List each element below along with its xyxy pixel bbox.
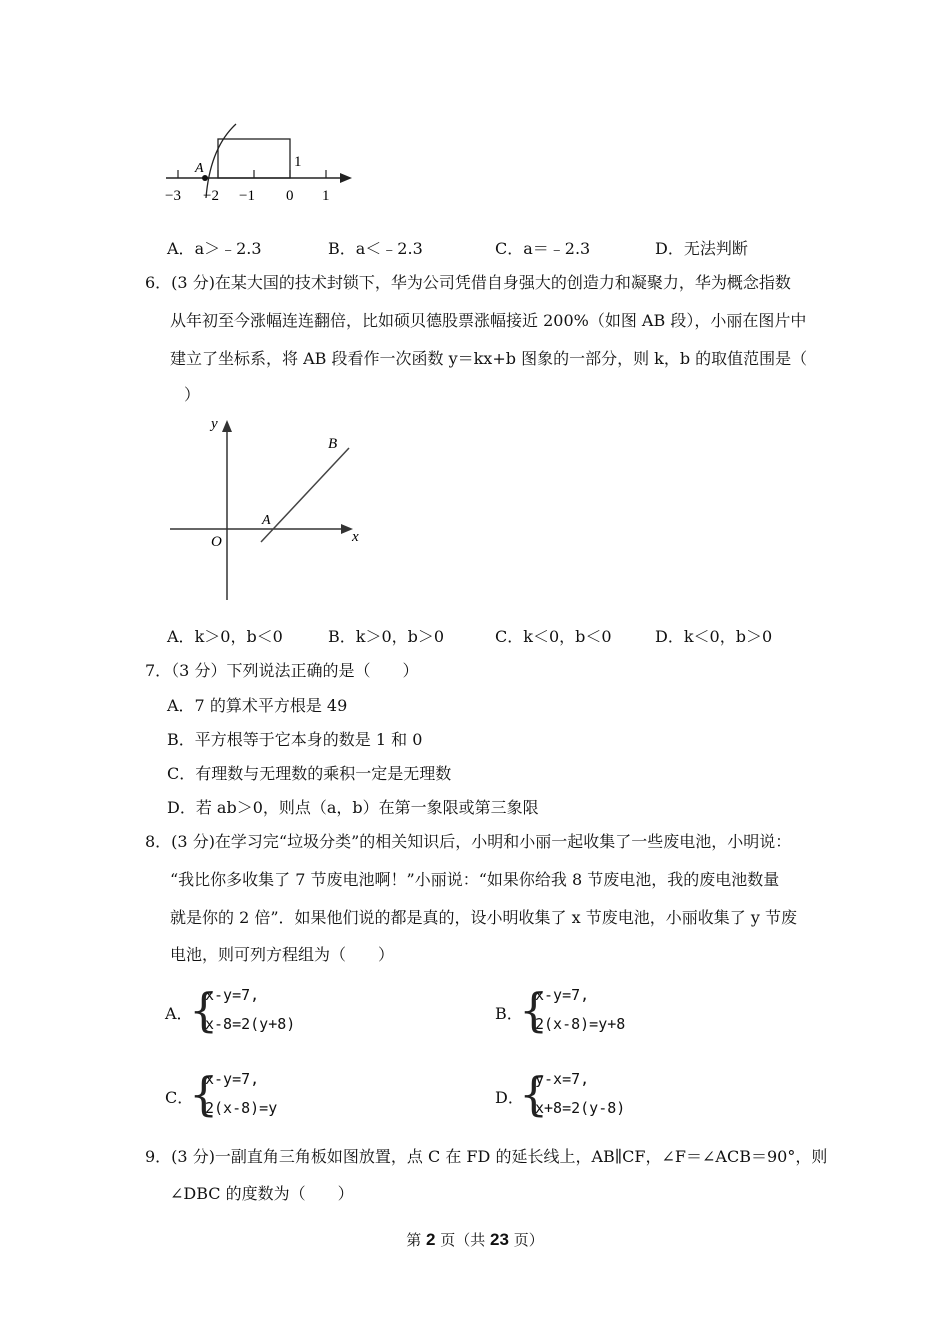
q7-option-b[interactable]: B．平方根等于它本身的数是 1 和 0: [167, 730, 423, 749]
equation-1: x-y=7,: [205, 1070, 260, 1088]
q5-option-a[interactable]: [167, 236, 262, 259]
equation-1: x-y=7,: [205, 986, 260, 1004]
brace-icon: {: [519, 1067, 549, 1121]
point-a-label: A: [195, 161, 204, 176]
tick-label: 0: [286, 188, 294, 204]
equation-1: y-x=7,: [535, 1070, 590, 1088]
option-letter: A．: [167, 627, 195, 646]
q6-stem-line-4: ）: [184, 385, 201, 404]
tick-label: 1: [322, 188, 330, 204]
option-letter: D．: [655, 627, 684, 646]
y-axis-label: y: [211, 416, 218, 432]
equation-2: x-8=2(y+8): [205, 1015, 296, 1033]
q9-stem-line-2: ∠DBC 的度数为（ ）: [170, 1184, 354, 1203]
option-letter: D．: [495, 1088, 524, 1107]
option-text: 无法判断: [683, 239, 748, 258]
origin-label: O: [211, 534, 222, 550]
q5-option-b[interactable]: [328, 236, 423, 259]
tick-label: −2: [203, 188, 219, 204]
q8-option-d[interactable]: [495, 1068, 795, 1124]
option-text: k＞0，b＞0: [355, 627, 445, 646]
page-number: 2: [426, 1230, 436, 1249]
brace-icon: {: [189, 1067, 219, 1121]
footer-suffix: 页）: [508, 1231, 544, 1249]
q7-stem: 7．（3 分）下列说法正确的是（ ）: [145, 661, 419, 680]
option-letter: B．: [328, 239, 356, 258]
option-letter: C．: [495, 627, 524, 646]
x-axis-label: x: [352, 529, 359, 545]
option-letter: C．: [165, 1088, 194, 1107]
q5-option-c[interactable]: [495, 236, 590, 259]
tick-label: −1: [239, 188, 255, 204]
q9-stem-line-1: 9．(3 分)一副直角三角板如图放置，点 C 在 FD 的延长线上，AB∥CF，∠F＝∠ACB＝90°，则: [145, 1147, 828, 1166]
option-text: k＜0，b＜0: [523, 627, 612, 646]
footer-prefix: 第: [406, 1231, 427, 1249]
option-text: a＝﹣2.3: [523, 239, 591, 258]
point-a-label: A: [262, 513, 271, 528]
q6-stem-line-3: 建立了坐标系，将 AB 段看作一次函数 y＝kx+b 图象的一部分，则 k，b 的取值范围是（: [170, 349, 808, 368]
option-letter: B．: [328, 627, 356, 646]
equation-2: 2(x-8)=y+8: [535, 1015, 626, 1033]
coordinate-figure: [165, 408, 375, 608]
q8-stem-line-2: “我比你多收集了 7 节废电池啊！”小丽说：“如果你给我 8 节废电池，我的废电池数量: [170, 870, 780, 889]
tick-label: −3: [165, 188, 181, 204]
q8-stem-line-3: 就是你的 2 倍”．如果他们说的都是真的，设小明收集了 x 节废电池，小丽收集了 y 节废: [170, 908, 797, 927]
option-text: k＜0，b＞0: [683, 627, 773, 646]
q5-option-d[interactable]: [655, 236, 748, 259]
equation-1: x-y=7,: [535, 986, 590, 1004]
number-line-figure: [160, 118, 370, 210]
point-b-label: B: [328, 436, 338, 452]
q8-stem-line-4: 电池，则可列方程组为（ ）: [170, 945, 395, 964]
q6-stem-line-2: 从年初至今涨幅连连翻倍，比如硕贝德股票涨幅接近 200%（如图 AB 段），小丽在图片中: [170, 311, 807, 330]
q6-stem-line-1: 6．(3 分)在某大国的技术封锁下，华为公司凭借自身强大的创造力和凝聚力，华为概念指数: [145, 273, 791, 292]
option-letter: B．: [495, 1004, 523, 1023]
q7-option-a[interactable]: A．7 的算术平方根是 49: [167, 696, 348, 715]
y-axis-arrow: [222, 420, 232, 432]
compass-arc: [206, 124, 236, 198]
equation-2: x+8=2(y-8): [535, 1099, 626, 1117]
total-pages: 23: [490, 1230, 509, 1249]
option-text: a＜﹣2.3: [355, 239, 423, 258]
q7-option-d[interactable]: D．若 ab＞0，则点（a，b）在第一象限或第三象限: [167, 798, 539, 817]
q8-option-b[interactable]: [495, 984, 795, 1040]
page-footer: [0, 1229, 950, 1250]
q6-option-d[interactable]: [655, 624, 772, 647]
brace-icon: {: [519, 983, 549, 1037]
q7-option-c[interactable]: C．有理数与无理数的乘积一定是无理数: [167, 764, 452, 783]
equation-2: 2(x-8)=y: [205, 1099, 278, 1117]
number-line-arrow: [340, 173, 352, 183]
option-letter: A．: [167, 239, 195, 258]
q6-option-c[interactable]: [495, 624, 612, 647]
height-label: 1: [294, 154, 302, 170]
q6-option-b[interactable]: [328, 624, 444, 647]
option-text: k＞0，b＜0: [194, 627, 283, 646]
segment-ab: [261, 448, 349, 542]
q8-option-a[interactable]: [165, 984, 465, 1040]
option-text: a＞﹣2.3: [194, 239, 262, 258]
option-letter: C．: [495, 239, 524, 258]
q6-option-a[interactable]: [167, 624, 283, 647]
footer-middle: 页（共: [435, 1231, 491, 1249]
option-letter: A．: [165, 1004, 193, 1023]
q8-option-c[interactable]: [165, 1068, 465, 1124]
q8-stem-line-1: 8．(3 分)在学习完“垃圾分类”的相关知识后，小明和小丽一起收集了一些废电池，小明说：: [145, 832, 792, 851]
option-letter: D．: [655, 239, 684, 258]
brace-icon: {: [189, 983, 219, 1037]
